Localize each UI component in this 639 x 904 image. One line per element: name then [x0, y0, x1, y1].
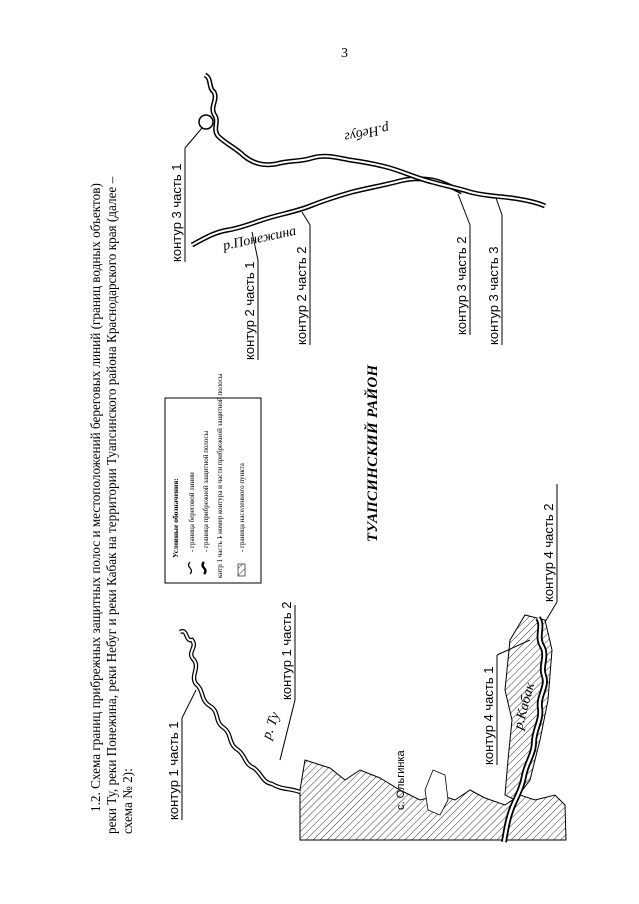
- label-contour-1-part-1: контур 1 часть 1: [166, 721, 181, 820]
- heading-line-2: реки Ту, реки Понежина, реки Небуг и реки Кабак на территории Туапсинского района Краснодарского края (далее –: [104, 176, 119, 834]
- label-contour-2-part-1: контур 2 часть 1: [242, 261, 257, 360]
- label-river-tu: р. Ту: [259, 710, 284, 742]
- river-ponezhina-line: [192, 179, 462, 245]
- legend-contour-code: кнтр 1 часть 1: [216, 535, 224, 578]
- legend: [165, 373, 261, 583]
- legend-settlement-symbol: [238, 564, 245, 576]
- legend-item-shoreline: - граница береговой линии: [188, 472, 196, 552]
- legend-item-settlement: - граница населенного пункта: [238, 463, 246, 552]
- label-contour-3-part-3: контур 3 часть 3: [486, 246, 501, 345]
- legend-title: Условные обозначения:: [171, 478, 180, 558]
- heading-line-3: схема № 2):: [120, 768, 135, 834]
- label-contour-4-part-1: контур 4 часть 1: [481, 666, 496, 765]
- label-contour-1-part-2: контур 1 часть 2: [279, 601, 294, 700]
- label-river-ponezhina: р.Понежина: [221, 223, 298, 254]
- legend-item-protective-strip: - граница прибрежной защитной полосы: [202, 430, 210, 552]
- label-contour-3-part-2: контур 3 часть 2: [454, 236, 469, 335]
- village-name: с. Ольгинка: [395, 750, 407, 810]
- label-river-nebug: р.Небуг: [342, 120, 391, 145]
- legend-item-contour-number: - номер контура и части прибрежной защитной полосы: [216, 373, 224, 538]
- page-number: 3: [341, 46, 348, 61]
- label-contour-3-part-1: контур 3 часть 1: [169, 163, 184, 262]
- label-river-kabak: р.Кабак: [511, 681, 539, 732]
- label-contour-2-part-2: контур 2 часть 2: [294, 246, 309, 345]
- label-contour-4-part-2: контур 4 часть 2: [541, 503, 556, 602]
- district-name: ТУАПСИНСКИЙ РАЙОН: [365, 364, 381, 542]
- heading-line-1: 1.2. Схема границ прибрежных защитных полос и местоположений береговых линий (границ водных объектов): [88, 183, 103, 812]
